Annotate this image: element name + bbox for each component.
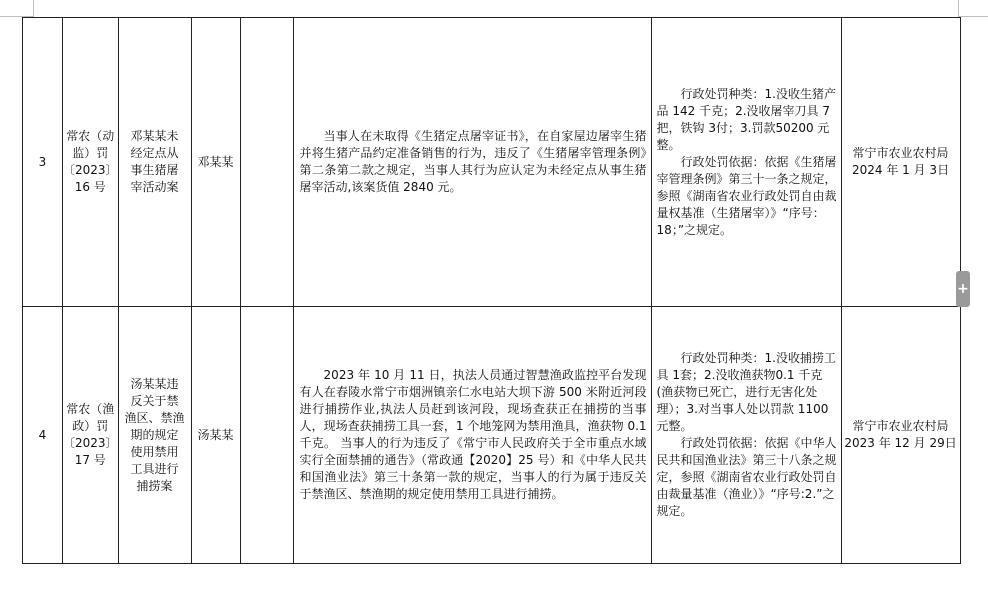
penalty-basis-paragraph: 行政处罚依据：依据《生猪屠宰管理条例》第三十一条之规定，参照《湖南省农业行政处罚自由裁量权基准（生猪屠宰）》“序号：18；”之规定。 xyxy=(656,154,837,237)
case-name xyxy=(118,18,191,307)
case-name-line: 经定点从 xyxy=(130,146,179,160)
decision-number-line: 常农（渔 xyxy=(66,402,115,416)
case-name-line: 期的规定 xyxy=(130,427,179,442)
authority-and-date xyxy=(841,307,960,564)
table-move-handle[interactable] xyxy=(956,271,970,307)
penalty-table xyxy=(22,17,961,564)
page-corner-mark-left xyxy=(33,0,34,16)
party-name: 汤某某 xyxy=(191,307,240,564)
case-name-line: 反关于禁 xyxy=(130,393,179,408)
row-index: 4 xyxy=(23,307,63,564)
case-name-line: 邓某某未 xyxy=(130,129,179,143)
row-index: 3 xyxy=(23,18,63,307)
case-name xyxy=(118,307,191,564)
decision-number-line: 监）罚 xyxy=(72,146,109,160)
date-line: 2024 年 1 月 3日 xyxy=(852,163,950,177)
decision-number xyxy=(63,18,119,307)
date-line: 2023 年 12 月 29日 xyxy=(844,436,957,450)
authority-line: 常宁市农业农村局 xyxy=(852,419,949,433)
decision-number-line: 政）罚 xyxy=(72,419,109,433)
case-name-line: 渔区、禁渔 xyxy=(124,410,185,425)
case-name-line: 工具进行 xyxy=(130,461,179,476)
decision-number-line: 〔2023〕 xyxy=(63,163,118,177)
case-facts xyxy=(293,307,651,564)
empty-cell xyxy=(240,307,293,564)
case-name-line: 捕捞案 xyxy=(136,478,173,493)
case-name-line: 宰活动案 xyxy=(130,180,179,194)
case-facts-paragraph: 2023 年 10 月 11 日，执法人员通过智慧渔政监控平台发现有人在舂陵水常宁市烟洲镇亲仁水电站大坝下游 500 米附近河段进行捕捞作业,执法人员赶到该河段，现场查获正在捕捞的当事人，现场查获捕捞工具一套，1 个地笼网为禁用渔具，渔获物 0.1 千克。 当事人的行为违反了《常宁市人民政府关于全市重点水域实行全面禁捕的通告》（常政通【2020】25 号）和《中华人民共和国渔业法》第三十条第一款的规定，当事人的行为属于违反关于禁渔区、禁渔期的规定使用禁用工具进行捕捞。 xyxy=(299,368,647,501)
table-row xyxy=(23,18,961,307)
penalty-basis xyxy=(651,307,841,564)
page-corner-mark-right xyxy=(958,0,959,16)
case-facts xyxy=(293,18,651,307)
table-row xyxy=(23,307,961,564)
decision-number-line: 〔2023〕 xyxy=(63,436,118,450)
case-name-line: 汤某某违 xyxy=(130,376,179,391)
case-facts-paragraph: 当事人在未取得《生猪定点屠宰证书》，在自家屋边屠宰生猪并将生猪产品约定准备销售的行为，违反了《生猪屠宰管理条例》第二条第二款之规定，当事人其行为应认定为未经定点从事生猪屠宰活动,该案货值 2840 元。 xyxy=(299,129,647,194)
case-name-line: 事生猪屠 xyxy=(130,163,179,177)
penalty-type-paragraph: 行政处罚种类：1.没收捕捞工具 1套；2.没收渔获物0.1 千克(渔获物已死亡，进行无害化处理）；3.对当事人处以罚款 1100 元整。 xyxy=(656,351,836,433)
page-corner-mark-right-horizontal xyxy=(958,16,988,17)
decision-number xyxy=(63,307,119,564)
penalty-type-paragraph: 行政处罚种类：1.没收生猪产品 142 千克；2.没收屠宰刀具 7把，铁钩 3付；3.罚款50200 元整。 xyxy=(656,86,836,152)
decision-number-line: 常农（动 xyxy=(66,129,115,143)
decision-number-line: 16 号 xyxy=(74,180,106,194)
penalty-basis-paragraph: 行政处罚依据：依据《中华人民共和国渔业法》第三十八条之规定，参照《湖南省农业行政处罚自由裁量基准（渔业）》“序号:2.”之规定。 xyxy=(656,436,837,518)
empty-cell xyxy=(240,18,293,307)
party-name: 邓某某 xyxy=(191,18,240,307)
authority-line: 常宁市农业农村局 xyxy=(852,146,949,160)
case-name-line: 使用禁用 xyxy=(130,444,179,459)
authority-and-date xyxy=(841,18,960,307)
decision-number-line: 17 号 xyxy=(74,453,106,467)
penalty-basis xyxy=(651,18,841,307)
plus-icon: + xyxy=(957,281,969,297)
